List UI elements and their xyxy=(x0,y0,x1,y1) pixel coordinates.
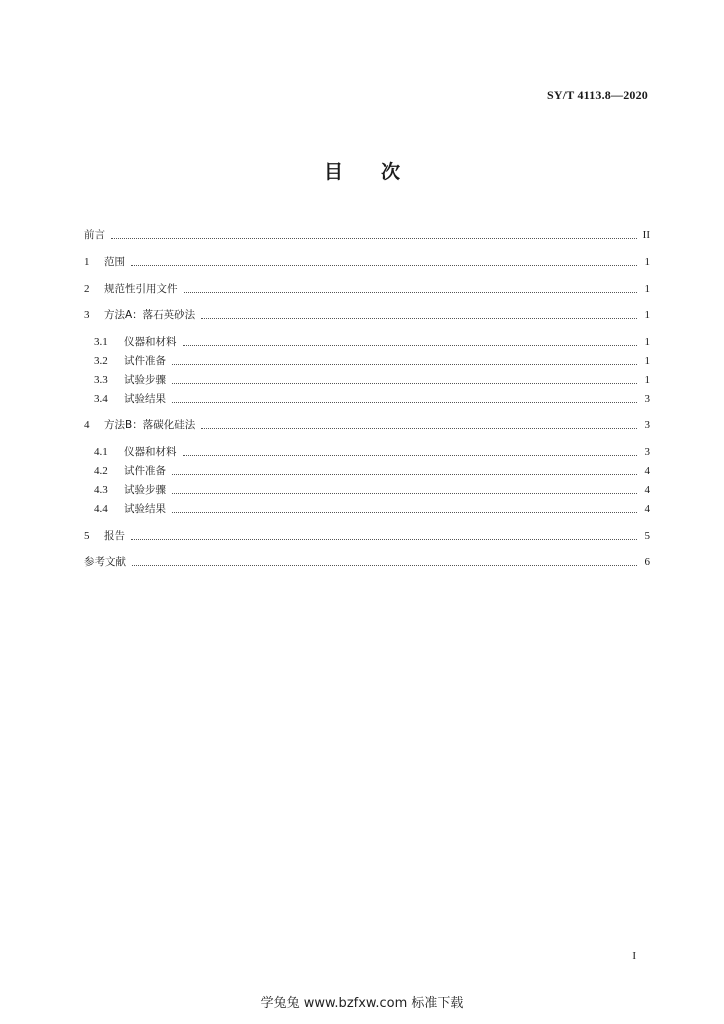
toc-entry-3-4[interactable] xyxy=(94,390,650,406)
toc-leader xyxy=(172,474,637,475)
toc-entry-number: 5 xyxy=(84,530,90,542)
toc-leader xyxy=(172,364,637,365)
toc-entry-label: 范围 xyxy=(104,256,125,268)
toc-leader xyxy=(172,383,637,384)
toc-entry-4-2[interactable] xyxy=(94,462,650,478)
toc-entry-3-2[interactable] xyxy=(94,352,650,368)
toc-entry-3-1[interactable] xyxy=(94,333,650,349)
toc-entry-page: 1 xyxy=(644,336,650,348)
toc-entry-3[interactable] xyxy=(84,306,650,322)
toc-entry-label: 方法B：落碳化硅法 xyxy=(104,419,196,431)
toc-entry-number: 3.2 xyxy=(94,355,108,367)
toc-leader xyxy=(172,402,637,403)
toc-entry-page: 6 xyxy=(644,556,650,568)
toc-entry-page: 1 xyxy=(644,355,650,367)
toc-entry-number: 1 xyxy=(84,256,90,268)
toc-entry-page: 1 xyxy=(644,283,650,295)
toc-entry-4[interactable] xyxy=(84,416,650,432)
page-title xyxy=(0,157,724,184)
toc-leader xyxy=(111,238,637,239)
toc-entry-page: 5 xyxy=(644,530,650,542)
toc-entry-number: 3 xyxy=(84,309,90,321)
toc-entry-number: 4.2 xyxy=(94,465,108,477)
toc-entry-label: 试验结果 xyxy=(124,503,166,515)
toc-entry-page: 1 xyxy=(644,309,650,321)
toc-entry-label: 试验结果 xyxy=(124,393,166,405)
toc-entry-label: 参考文献 xyxy=(84,556,126,568)
toc-entry-number: 4 xyxy=(84,419,90,431)
toc-entry-label: 仪器和材料 xyxy=(124,446,177,458)
standard-code: SY/T 4113.8—2020 xyxy=(547,88,648,102)
toc-leader xyxy=(131,265,637,266)
toc-entry-page: II xyxy=(642,229,650,241)
toc-entry-number: 4.4 xyxy=(94,503,108,515)
toc-leader xyxy=(201,318,637,319)
toc-entry-3-3[interactable] xyxy=(94,371,650,387)
toc-entry-1[interactable] xyxy=(84,253,650,269)
toc-leader xyxy=(172,512,637,513)
toc-entry-number: 3.1 xyxy=(94,336,108,348)
toc-leader xyxy=(172,493,637,494)
toc-entry-number: 3.4 xyxy=(94,393,108,405)
title-part-1: 目 xyxy=(323,161,343,183)
toc-entry-label: 规范性引用文件 xyxy=(104,283,178,295)
toc-entry-page: 3 xyxy=(644,393,650,405)
toc-leader xyxy=(183,345,638,346)
toc-entry-number: 3.3 xyxy=(94,374,108,386)
toc-leader xyxy=(201,428,637,429)
toc-entry-5[interactable] xyxy=(84,527,650,543)
toc-entry-number: 2 xyxy=(84,283,90,295)
toc-entry-page: 3 xyxy=(644,446,650,458)
toc-entry-number: 4.1 xyxy=(94,446,108,458)
toc-entry-page: 3 xyxy=(644,419,650,431)
toc-leader xyxy=(184,292,638,293)
page-number: I xyxy=(632,950,636,962)
toc-entry-number: 4.3 xyxy=(94,484,108,496)
toc-entry-label: 试验步骤 xyxy=(124,374,166,386)
toc-entry-4-3[interactable] xyxy=(94,481,650,497)
toc-entry-bibliography[interactable] xyxy=(84,553,650,569)
toc-entry-2[interactable] xyxy=(84,280,650,296)
toc-entry-page: 1 xyxy=(644,256,650,268)
toc-entry-label: 试件准备 xyxy=(124,355,166,367)
toc-entry-label: 仪器和材料 xyxy=(124,336,177,348)
toc-entry-page: 4 xyxy=(644,465,650,477)
watermark-text: 学兔兔 www.bzfxw.com 标准下载 xyxy=(260,996,464,1011)
toc-entry-label: 方法A：落石英砂法 xyxy=(104,309,196,321)
toc-entry-4-4[interactable] xyxy=(94,500,650,516)
toc-entry-page: 1 xyxy=(644,374,650,386)
toc-leader xyxy=(131,539,637,540)
toc-entry-page: 4 xyxy=(644,484,650,496)
toc-entry-label: 报告 xyxy=(104,530,125,542)
toc-entry-label: 试件准备 xyxy=(124,465,166,477)
title-part-2: 次 xyxy=(381,161,401,183)
toc-entry-label: 前言 xyxy=(84,229,105,241)
toc-leader xyxy=(183,455,638,456)
toc-leader xyxy=(132,565,637,566)
toc-entry-4-1[interactable] xyxy=(94,443,650,459)
toc-entry-page: 4 xyxy=(644,503,650,515)
toc-entry-foreword[interactable] xyxy=(84,226,650,242)
toc-entry-label: 试验步骤 xyxy=(124,484,166,496)
